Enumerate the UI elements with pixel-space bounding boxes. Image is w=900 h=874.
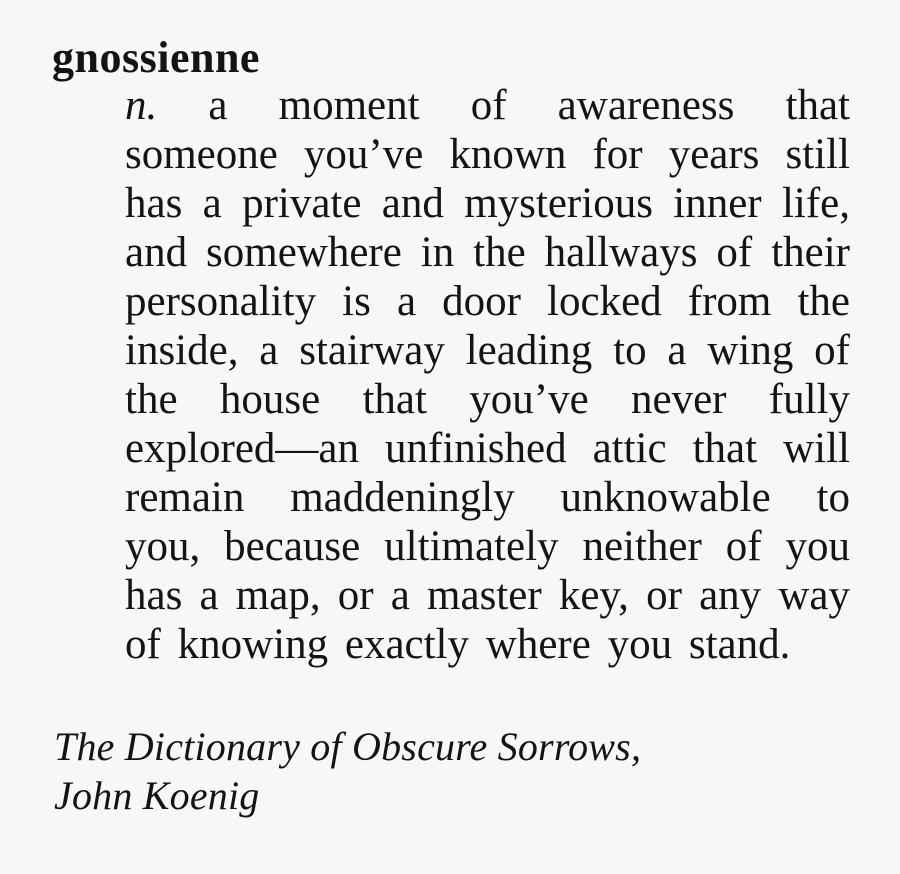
attribution-source: The Dictionary of Obscure Sorrows, [54,724,642,769]
definition-line: you, because ultimately neither of you [125,523,850,570]
definition-body [125,81,850,669]
definition-line: personality is a door locked from the [125,278,850,325]
definition-line: explored—an unfinished attic that will [125,425,850,472]
definition-line: and somewhere in the hallways of their [125,229,850,276]
definition-line: of knowing exactly where you stand. [125,621,791,668]
definition-line: has a private and mysterious inner life, [125,180,850,227]
part-of-speech-label: n. [125,82,158,129]
definition-line: inside, a stairway leading to a wing of [125,327,850,374]
definition-line: the house that you’ve never fully [125,376,850,423]
definition-line: has a map, or a master key, or any way [125,572,850,619]
definition-line: remain maddeningly unknowable to [125,474,850,521]
attribution [54,722,641,820]
definition-line: someone you’ve known for years still [125,131,850,178]
definition-line: n. a moment of awareness that [125,82,850,129]
attribution-author: John Koenig [54,773,260,818]
entry-headword: gnossienne [52,33,260,82]
